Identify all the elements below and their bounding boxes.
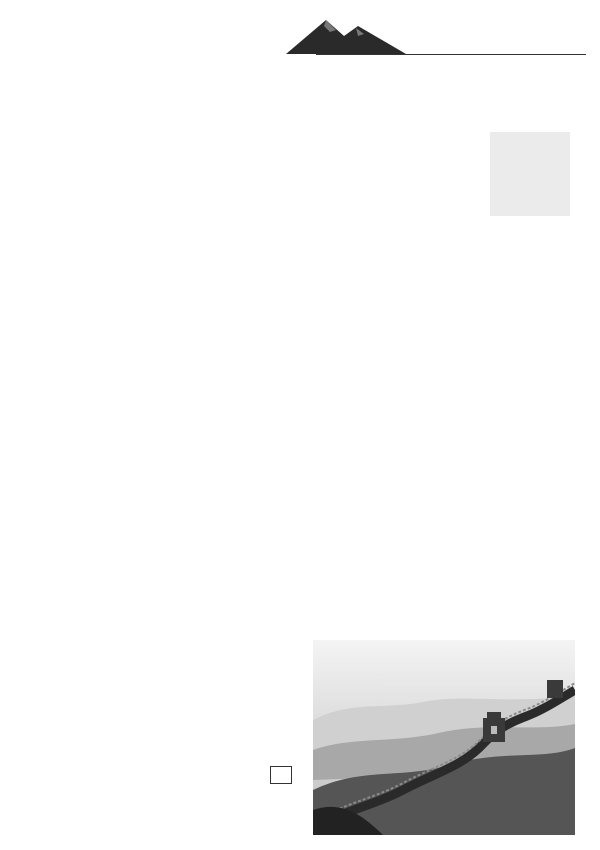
china-calligraphy-seal	[486, 128, 574, 220]
great-wall-photo	[313, 640, 575, 835]
header-rule	[316, 54, 586, 55]
mountain-logo-icon	[286, 14, 406, 58]
page-number	[270, 766, 292, 784]
magazine-header	[286, 8, 586, 70]
